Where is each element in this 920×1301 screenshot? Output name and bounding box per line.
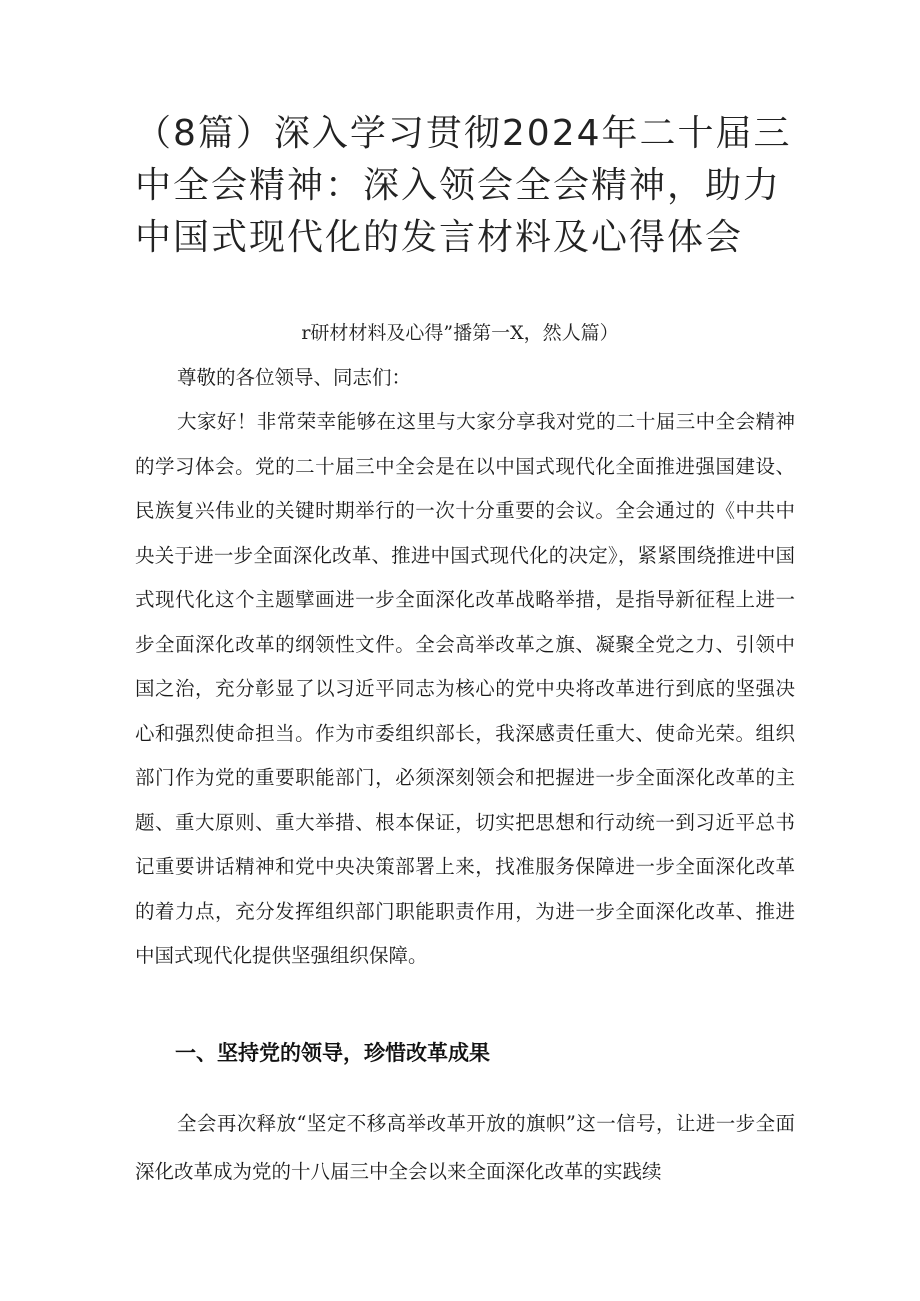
document-title: （8篇）深入学习贯彻2024年二十届三中全会精神：深入领会全会精神，助力中国式现代化的发言材料及心得体会 bbox=[135, 113, 792, 258]
document-subtitle: r研材材料及心得”播第一X，然人篇） bbox=[301, 322, 619, 344]
greeting-line: 尊敬的各位领导、同志们： bbox=[177, 366, 412, 389]
body-paragraph-2: 全会再次释放“坚定不移高举改革开放的旗帜”这一信号，让进一步全面深化改革成为党的十八届三中全会以来全面深化改革的实践续 bbox=[135, 1112, 795, 1183]
body-paragraph-1: 大家好！非常荣幸能够在这里与大家分享我对党的二十届三中全会精神的学习体会。党的二十届三中全会是在以中国式现代化全面推进强国建设、民族复兴伟业的关键时期举行的一次十分重要的会议。全会通过的《中共中央关于进一步全面深化改革、推进中国式现代化的决定》，紧紧围绕推进中国式现代化这个主题擘画进一步全面深化改革战略举措，是指导新征程上进一步全面深化改革的纲领性文件。全会高举改革之旗、凝聚全党之力、引领中国之治，充分彰显了以习近平同志为核心的党中央将改革进行到底的坚强决心和强烈使命担当。作为市委组织部长，我深感责任重大、使命光荣。组织部门作为党的重要职能部门，必须深刻领会和把握进一步全面深化改革的主题、重大原则、重大举措、根本保证，切实把思想和行动统一到习近平总书记重要讲话精神和党中央决策部署上来，找准服务保障进一步全面深化改革的着力点，充分发挥组织部门职能职责作用，为进一步全面深化改革、推进中国式现代化提供坚强组织保障。 bbox=[135, 410, 795, 967]
section-heading-1: 一、坚持党的领导，珍惜改革成果 bbox=[175, 1041, 490, 1065]
